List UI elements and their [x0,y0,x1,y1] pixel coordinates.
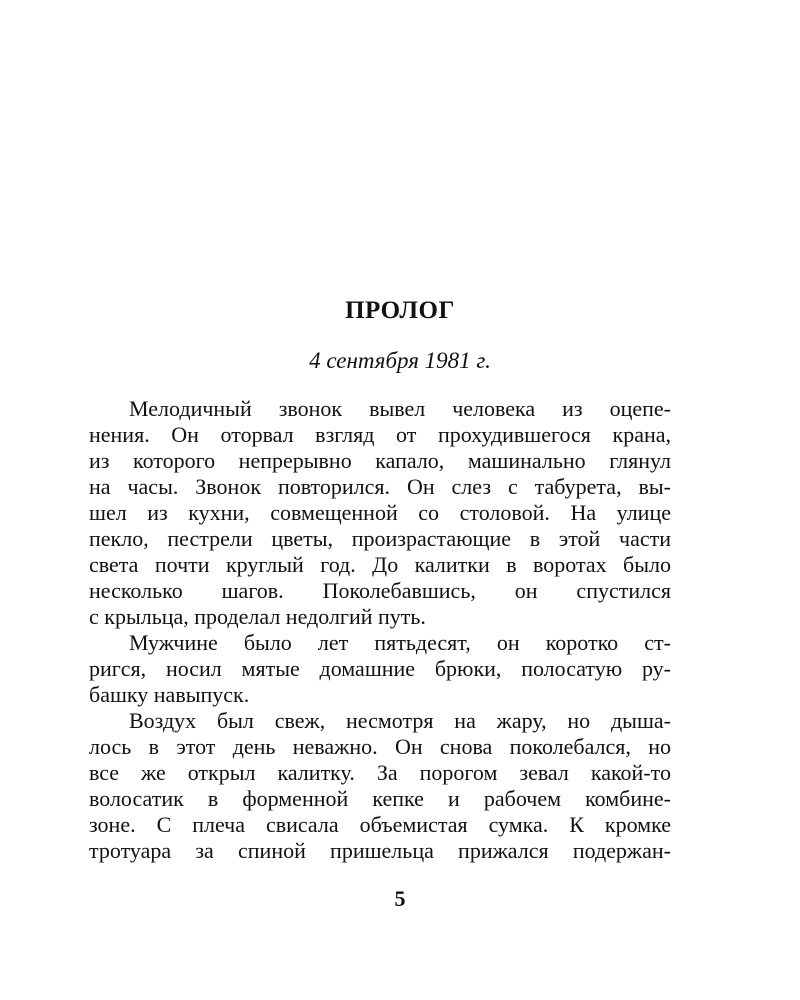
text-line: из которого непрерывно капало, машинально глянул [89,448,671,473]
text-line: Мужчине было лет пятьдесят, он коротко ст- [129,630,671,655]
text-line: Воздух был свеж, несмотря на жару, но дыша- [129,708,671,733]
text-line: тротуара за спиной пришельца прижался подержан- [89,838,671,863]
text-line: башку навыпуск. [89,682,250,707]
text-line: с крыльца, проделал недолгий путь. [89,604,426,629]
text-line: света почти круглый год. До калитки в воротах было [89,552,671,577]
chapter-title: ПРОЛОГ [345,297,455,324]
text-line: шел из кухни, совмещенной со столовой. На улице [89,500,671,525]
page-number: 5 [394,886,406,911]
text-line: лось в этот день неважно. Он снова поколебался, но [89,734,671,759]
text-line: на часы. Звонок повторился. Он слез с табурета, вы- [89,474,671,499]
paragraph-1 [89,396,671,630]
text-line: Мелодичный звонок вывел человека из оцепе- [129,396,671,421]
text-line: несколько шагов. Поколебавшись, он спустился [89,578,671,603]
text-line: нения. Он оторвал взгляд от прохудившегося крана, [89,422,671,447]
body-text [89,396,671,864]
paragraph-3 [89,708,671,864]
text-line: все же открыл калитку. За порогом зевал какой-то [89,760,671,785]
text-line: зоне. С плеча свисала объемистая сумка. К кромке [89,812,671,837]
text-line: пекло, пестрели цветы, произрастающие в этой части [89,526,671,551]
paragraph-2 [89,630,671,708]
text-line: волосатик в форменной кепке и рабочем комбине- [89,786,671,811]
text-line: ригся, носил мятые домашние брюки, полосатую ру- [89,656,671,681]
chapter-date: 4 сентября 1981 г. [309,348,491,373]
